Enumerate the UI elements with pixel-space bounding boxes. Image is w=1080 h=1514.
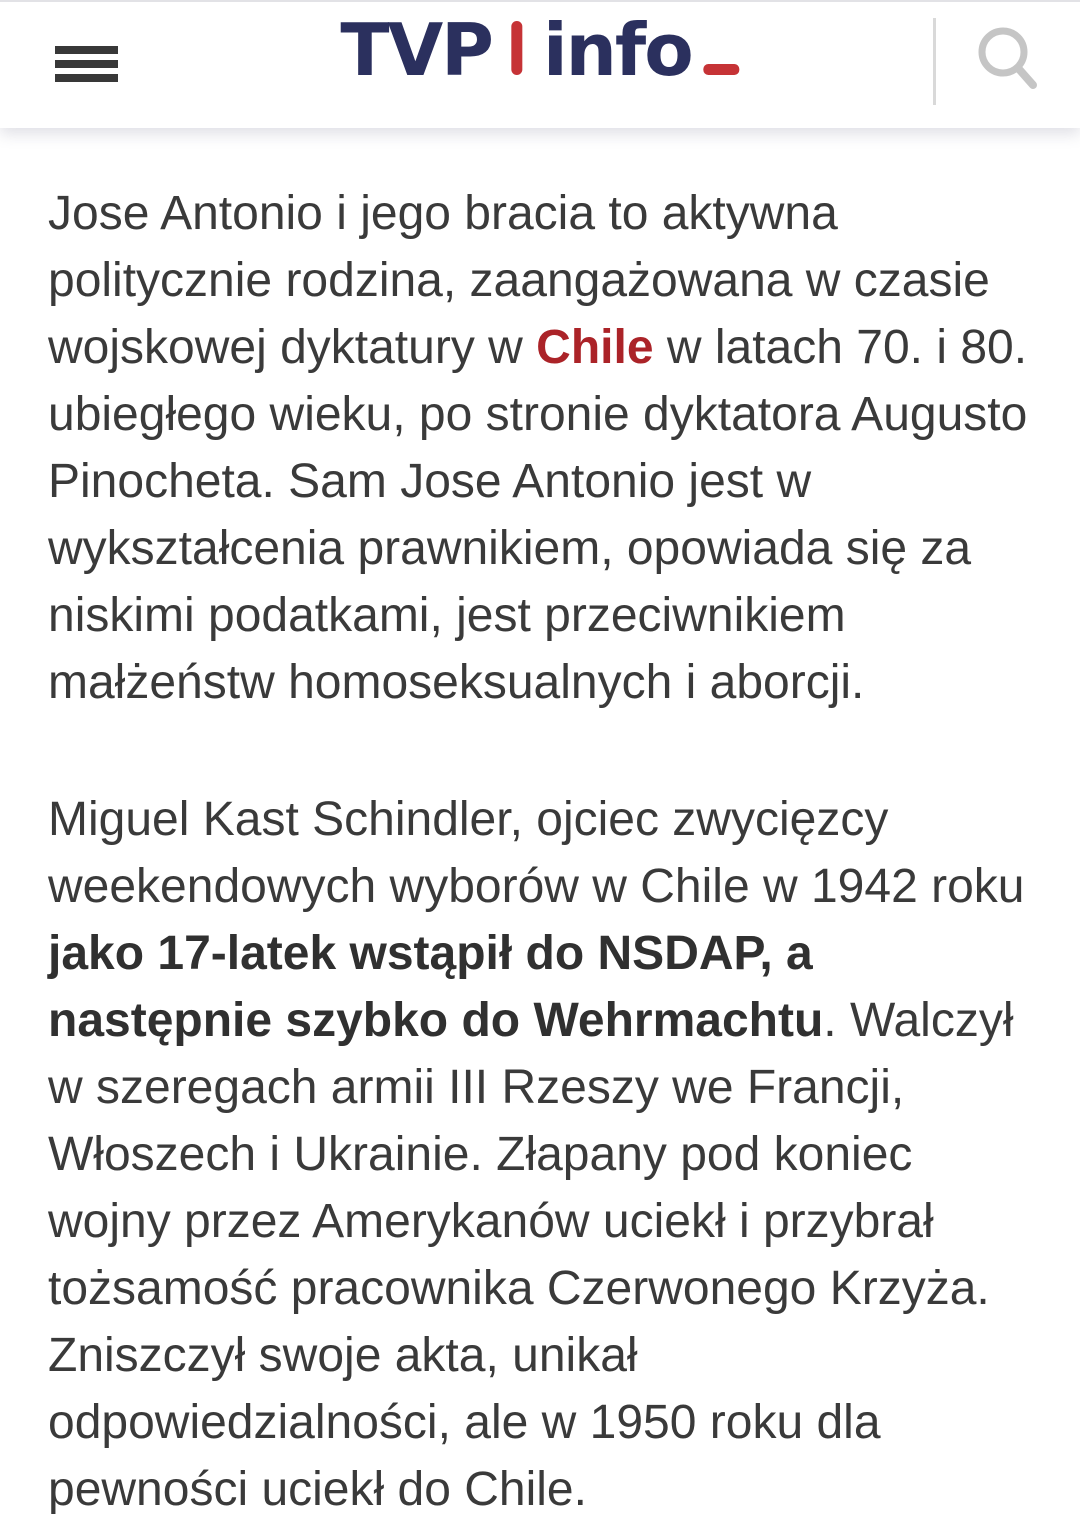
logo-underscore-icon <box>704 64 740 75</box>
search-button[interactable] <box>974 22 1044 98</box>
hamburger-icon <box>55 46 118 54</box>
hamburger-icon <box>55 74 118 82</box>
logo-info-text: info <box>542 8 692 92</box>
logo-tvp-text: TVP <box>340 8 492 92</box>
paragraph-text: Jose Antonio i jego bracia to aktywna politycznie rodzina, zaangażowana w czasie wojskowej dyktatury w <box>48 187 990 374</box>
paragraph-text: w latach 70. i 80. ubiegłego wieku, po stronie dyktatora Augusto Pinocheta. Sam Jose Antonio jest w wykształcenia prawnikiem, opowiada się za niskimi podatkami, jest przeciwnikiem małżeństw homoseksualnych i aborcji. <box>48 321 1028 709</box>
paragraph-text: . Walczył w szeregach armii III Rzeszy we Francji, Włoszech i Ukrainie. Złapany pod koniec wojny przez Amerykanów uciekł i przybrał tożsamość pracownika Czerwonego Krzyża. Zniszczył swoje akta, unikał odpowiedzialności, ale w 1950 roku dla pewności uciekł do Chile. <box>48 994 1014 1514</box>
article-paragraph <box>48 180 1033 716</box>
app-header <box>0 0 1080 128</box>
paragraph-text: Miguel Kast Schindler, ojciec zwycięzcy weekendowych wyborów w Chile w 1942 roku <box>48 793 1025 913</box>
hamburger-icon <box>55 60 118 68</box>
bold-text: jako 17-latek wstąpił do NSDAP, a następnie szybko do Wehrmachtu <box>48 927 824 1047</box>
hamburger-menu-button[interactable] <box>55 46 118 82</box>
article-body <box>0 128 1080 1514</box>
logo-pipe-icon <box>511 21 522 75</box>
search-icon <box>974 22 1044 98</box>
header-divider <box>933 18 936 105</box>
tvp-info-logo[interactable] <box>340 2 739 106</box>
inline-tag-link[interactable]: Chile <box>536 321 654 374</box>
article-paragraph <box>48 786 1033 1514</box>
